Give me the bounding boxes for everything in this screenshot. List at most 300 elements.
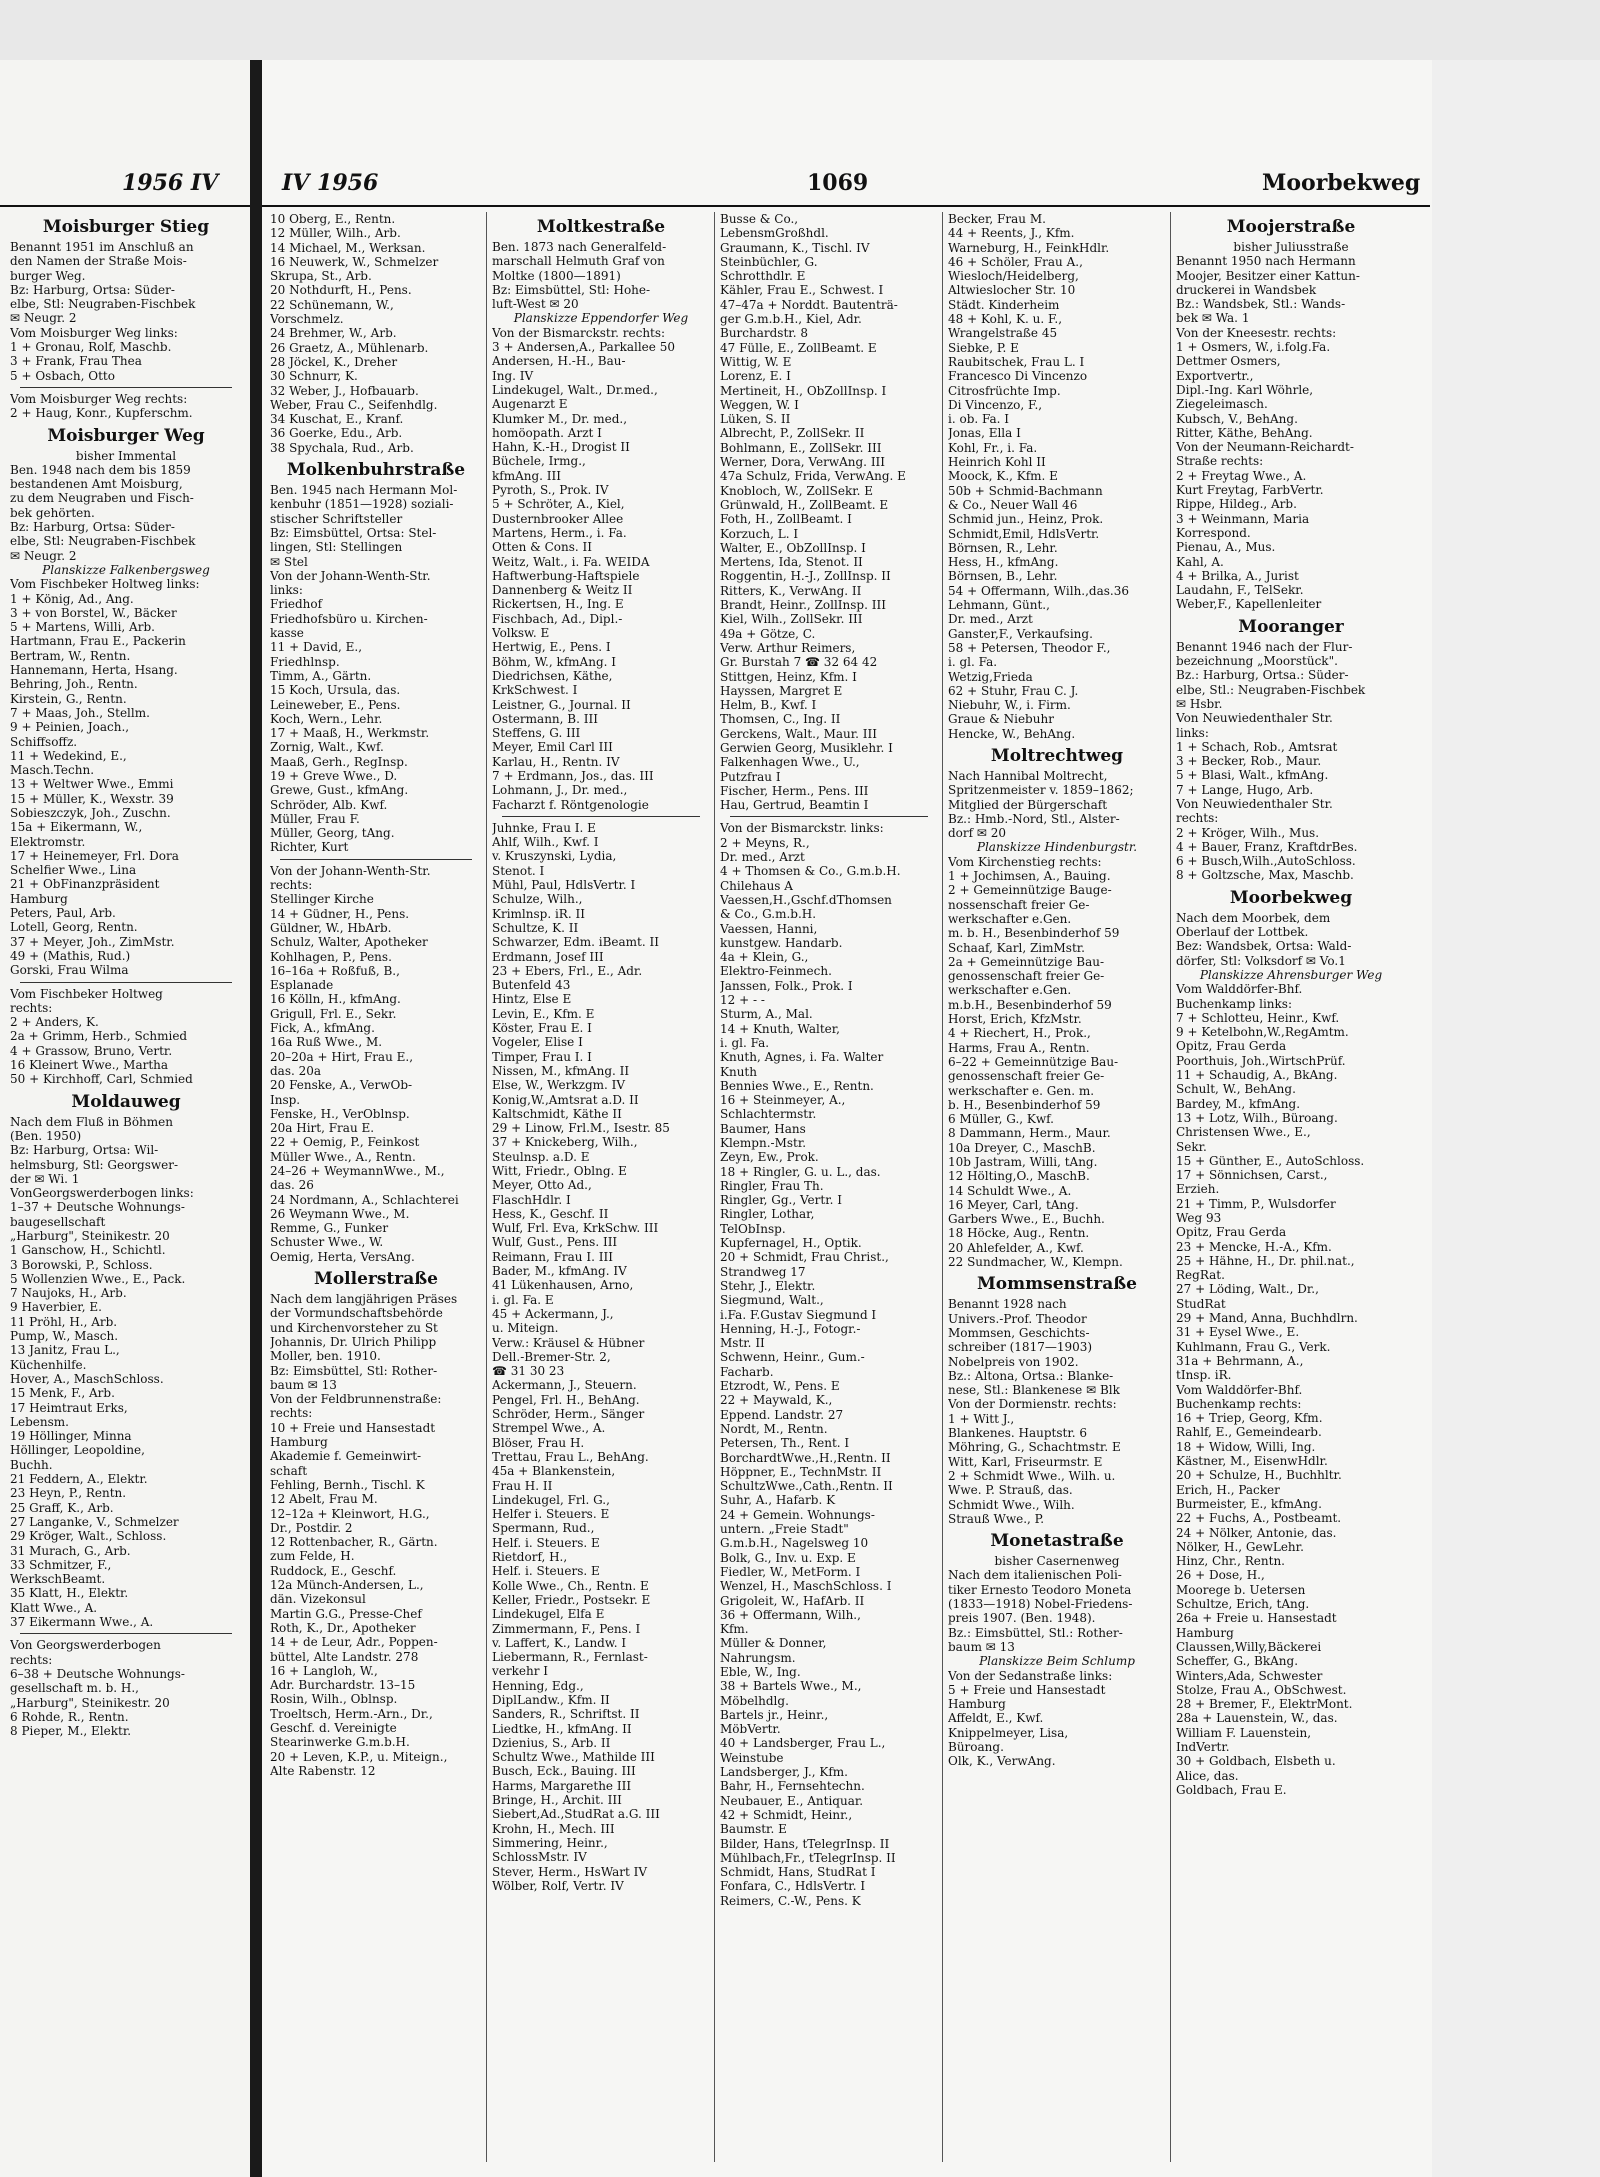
directory-entry: 26 Weymann Wwe., M. <box>270 1206 410 1221</box>
directory-entry: Schröder, Herm., Sänger <box>492 1407 645 1422</box>
directory-entry: Schultze, Erich, tAng. <box>1176 1597 1310 1612</box>
directory-entry: Kubsch, V., BehAng. <box>1176 411 1298 426</box>
directory-entry: Hintz, Else E <box>492 992 572 1007</box>
directory-entry: Claussen,Willy,Bäckerei <box>1176 1639 1322 1654</box>
directory-entry: untern. „Freie Stadt" <box>720 1522 849 1537</box>
directory-entry: Koch, Wern., Lehr. <box>270 711 383 726</box>
directory-entry: Vaessen,H.,Gschf.dThomsen <box>720 892 892 907</box>
directory-entry: den Namen der Straße Mois- <box>10 254 187 269</box>
directory-entry: Stellinger Kirche <box>270 892 374 907</box>
directory-entry: 5 Wollenzien Wwe., E., Pack. <box>10 1271 186 1286</box>
directory-entry: u. Miteign. <box>492 1321 559 1336</box>
directory-entry: 48 + Kohl, K. u. F., <box>948 312 1063 327</box>
directory-entry: bisher Juliusstraße <box>1233 240 1349 254</box>
directory-entry: 16–16a + Roßfuß, B., <box>270 963 400 978</box>
directory-entry: 10a Dreyer, C., MaschB. <box>948 1140 1096 1155</box>
directory-entry: Hamburg <box>10 891 68 906</box>
directory-entry: Remme, G., Funker <box>270 1221 389 1236</box>
directory-entry: Wölber, Rolf, Vertr. IV <box>492 1878 624 1893</box>
directory-entry: 3 + Frank, Frau Thea <box>10 354 142 369</box>
directory-entry: 12 Abelt, Frau M. <box>270 1492 378 1507</box>
street-heading: Moltkestraße <box>536 217 666 237</box>
column-5 <box>948 212 1166 2172</box>
directory-entry: homöopath. Arzt I <box>492 425 602 440</box>
directory-entry: stischer Schriftsteller <box>270 511 403 526</box>
directory-entry: 36 + Offermann, Wilh., <box>720 1607 861 1622</box>
directory-entry: 17 + Sönnichsen, Carst., <box>1176 1168 1328 1183</box>
directory-entry: Bz.: Eimsbüttel, Stl.: Rother- <box>948 1625 1123 1640</box>
directory-entry: 3 + Andersen,A., Parkallee 50 <box>492 340 675 355</box>
directory-entry: Schulze, Wilh., <box>492 892 583 907</box>
directory-entry: Francesco Di Vincenzo <box>948 369 1088 384</box>
street-heading: Moldauweg <box>71 1091 181 1112</box>
directory-entry: (1833—1918) Nobel-Friedens- <box>948 1597 1133 1612</box>
directory-entry: 36 Goerke, Edu., Arb. <box>270 426 403 441</box>
directory-entry: Nach dem Fluß in Böhmen <box>10 1114 173 1129</box>
directory-entry: Reimann, Frau I. III <box>492 1249 613 1264</box>
directory-entry: helmsburg, Stl: Georgswer- <box>10 1157 179 1172</box>
directory-entry: 20 + Schmidt, Frau Christ., <box>720 1250 889 1265</box>
directory-entry: 21 + ObFinanzpräsident <box>10 877 160 892</box>
directory-entry: Städt. Kinderheim <box>948 297 1060 312</box>
directory-entry: 31a + Behrmann, A., <box>1176 1353 1304 1368</box>
directory-entry: 10 Oberg, E., Rentn. <box>270 212 396 226</box>
directory-entry: Fehling, Bernh., Tischl. K <box>270 1477 425 1492</box>
header-rule <box>0 205 250 207</box>
directory-entry: und Kirchenvorsteher zu St <box>270 1320 438 1335</box>
directory-entry: Möhring, G., Schachtmstr. E <box>948 1440 1121 1455</box>
directory-entry: 19 + Greve Wwe., D. <box>270 768 398 783</box>
directory-entry: Frau H. II <box>492 1478 553 1493</box>
directory-entry: Nach dem italienischen Poli- <box>948 1568 1122 1583</box>
directory-entry: Schrotthdlr. E <box>720 269 806 284</box>
directory-entry: 37 Eikermann Wwe., A. <box>10 1615 154 1630</box>
directory-entry: Falkenhagen Wwe., U., <box>720 755 860 770</box>
directory-entry: Raubitschek, Frau L. I <box>948 354 1085 369</box>
directory-entry: Buchenkamp links: <box>1176 996 1293 1011</box>
directory-entry: Benannt 1951 im Anschluß an <box>10 240 194 254</box>
directory-entry: Ostermann, B. III <box>492 711 598 726</box>
directory-entry: 14 + Knuth, Walter, <box>720 1021 840 1036</box>
directory-entry: 38 Spychala, Rud., Arb. <box>270 440 414 455</box>
directory-entry: Knippelmeyer, Lisa, <box>948 1725 1069 1740</box>
directory-entry: 6–22 + Gemeinnützige Bau- <box>948 1054 1119 1069</box>
directory-entry: Baumer, Hans <box>720 1121 806 1136</box>
directory-entry: 7 + Maas, Joh., Stellm. <box>10 705 150 720</box>
directory-entry: 2 + Gemeinnützige Bauge- <box>948 883 1112 898</box>
directory-entry: Meyer, Emil Carl III <box>492 740 613 755</box>
street-heading: Molkenbuhrstraße <box>286 460 466 481</box>
directory-entry: büttel, Alte Landstr. 278 <box>270 1649 419 1664</box>
directory-entry: Bez: Wandsbek, Ortsa: Wald- <box>1176 939 1352 954</box>
directory-entry: FlaschHdlr. I <box>492 1192 571 1207</box>
directory-entry: 8 + Goltzsche, Max, Maschb. <box>1176 868 1354 883</box>
directory-entry: Levin, E., Kfm. E <box>492 1006 595 1021</box>
directory-entry: Altwieslocher Str. 10 <box>948 283 1076 298</box>
directory-entry: gesellschaft m. b. H., <box>10 1681 139 1696</box>
directory-entry: Bader, M., kfmAng. IV <box>492 1264 627 1279</box>
directory-entry: 54 + Offermann, Wilh.,das.36 <box>948 583 1130 598</box>
directory-entry: 37 + Meyer, Joh., ZimMstr. <box>10 934 175 949</box>
book-spread <box>0 60 1600 2177</box>
directory-entry: Schlachtermstr. <box>720 1107 817 1122</box>
directory-entry: Stever, Herm., HsWart IV <box>492 1864 648 1879</box>
directory-entry: 21 Feddern, A., Elektr. <box>10 1472 148 1487</box>
directory-entry: Warneburg, H., FeinkHdlr. <box>948 240 1110 255</box>
directory-entry: Eble, W., Ing. <box>720 1664 801 1679</box>
directory-entry: Ackermann, J., Steuern. <box>492 1378 637 1393</box>
directory-entry: 33 Schmitzer, F., <box>10 1557 112 1572</box>
directory-entry: Stolze, Frau A., ObSchwest. <box>1176 1682 1347 1697</box>
directory-entry: 30 + Goldbach, Elsbeth u. <box>1176 1754 1336 1769</box>
directory-entry: Lindekugel, Frl. G., <box>492 1492 610 1507</box>
directory-entry: Johannis, Dr. Ulrich Philipp <box>270 1334 437 1349</box>
directory-entry: Verw. Arthur Reimers, <box>720 640 856 655</box>
directory-entry: 27 + Löding, Walt., Dr., <box>1176 1282 1319 1297</box>
directory-entry: Von der Johann-Wenth-Str. <box>270 863 431 878</box>
directory-entry: Gerwien Georg, Musiklehr. I <box>720 740 893 755</box>
directory-entry: Mstr. II <box>720 1336 765 1351</box>
column-2 <box>270 212 482 2172</box>
directory-entry: Rahlf, E., Gemeindearb. <box>1176 1425 1322 1440</box>
directory-entry: Kolle Wwe., Ch., Rentn. E <box>492 1578 649 1593</box>
directory-entry: Rosin, Wilh., Oblnsp. <box>270 1692 398 1707</box>
directory-entry: Eppend. Landstr. 27 <box>720 1407 844 1422</box>
directory-entry: Hahn, K.-H., Drogist II <box>492 440 630 455</box>
directory-entry: dän. Vizekonsul <box>270 1592 366 1607</box>
directory-entry: Grewe, Gust., kfmAng. <box>270 783 409 798</box>
directory-entry: 6–38 + Deutsche Wohnungs- <box>10 1666 185 1681</box>
directory-entry: Dusternbrooker Allee <box>492 511 624 526</box>
directory-entry: Von der Bismarckstr. links: <box>720 821 884 836</box>
directory-entry: 62 + Stuhr, Frau C. J. <box>948 683 1079 698</box>
directory-entry: Skrupa, St., Arb. <box>270 269 372 284</box>
directory-entry: Vom Moisburger Weg rechts: <box>10 391 188 406</box>
directory-entry: b. H., Besenbinderhof 59 <box>948 1097 1101 1112</box>
directory-entry: 15 Menk, F., Arb. <box>10 1386 115 1401</box>
directory-entry: Bertram, W., Rentn. <box>10 648 131 663</box>
directory-entry: Helm, B., Kwf. I <box>720 698 817 713</box>
directory-entry: 29 + Mand, Anna, Buchhdlrn. <box>1176 1311 1358 1326</box>
directory-entry: 16 + Steinmeyer, A., <box>720 1093 846 1108</box>
directory-entry: Korrespond. <box>1176 525 1251 540</box>
directory-entry: Horst, Erich, KfzMstr. <box>948 1012 1082 1027</box>
directory-entry: Vom Walddörfer-Bhf. <box>1176 1382 1303 1397</box>
directory-entry: Schmid jun., Heinz, Prok. <box>948 512 1104 527</box>
directory-entry: 27 Langanke, V., Schmelzer <box>10 1514 179 1529</box>
directory-entry: 6 Rohde, R., Rentn. <box>10 1709 129 1724</box>
directory-entry: Von der Sedanstraße links: <box>948 1668 1113 1683</box>
directory-entry: 7 + Schlotteu, Heinr., Kwf. <box>1176 1010 1340 1025</box>
directory-entry: Ben. 1873 nach Generalfeld- <box>492 240 667 254</box>
directory-entry: Müller, Georg, tAng. <box>270 826 395 841</box>
directory-entry: 35 Klatt, H., Elektr. <box>10 1586 129 1601</box>
directory-entry: Scheffer, G., BkAng. <box>1176 1654 1299 1669</box>
directory-entry: Klatt Wwe., A. <box>10 1600 98 1615</box>
directory-entry: Hannemann, Herta, Hsang. <box>10 663 178 678</box>
plan-reference: Planskizze Eppendorfer Weg <box>513 311 689 326</box>
directory-entry: Vom Fischbeker Holtweg <box>10 986 163 1001</box>
directory-entry: Ganster,F., Verkaufsing. <box>948 626 1093 641</box>
plan-reference: Planskizze Falkenbergsweg <box>42 562 210 577</box>
directory-entry: Harms, Margarethe III <box>492 1778 632 1793</box>
directory-entry: v. Laffert, K., Landw. I <box>492 1635 627 1650</box>
directory-entry: 16 + Triep, Georg, Kfm. <box>1176 1411 1323 1426</box>
directory-entry: Bohlmann, E., ZollSekr. III <box>720 440 882 455</box>
directory-entry: Volksw. E <box>492 626 550 641</box>
directory-entry: Siebert,Ad.,StudRat a.G. III <box>492 1807 660 1822</box>
directory-entry: Brandt, Heinr., ZollInsp. III <box>720 598 886 613</box>
directory-entry: 11 + Schaudig, A., BkAng. <box>1176 1068 1338 1083</box>
directory-entry: zu dem Neugraben und Fisch- <box>10 491 194 506</box>
directory-entry: Bahr, H., Fernsehtechn. <box>720 1779 865 1794</box>
directory-entry: ☎ 31 30 23 <box>492 1364 565 1379</box>
page-edge <box>1432 60 1600 2177</box>
directory-entry: Moock, K., Kfm. E <box>948 469 1058 484</box>
directory-entry: 13 + Lotz, Wilh., Büroang. <box>1176 1110 1338 1125</box>
directory-entry: Opitz, Frau Gerda <box>1176 1039 1287 1054</box>
directory-entry: Von der Neumann-Reichardt- <box>1176 440 1354 455</box>
directory-entry: bisher Casernenweg <box>994 1554 1120 1569</box>
directory-entry: Nobelpreis von 1902. <box>948 1354 1079 1369</box>
directory-entry: ✉ Neugr. 2 <box>10 548 77 563</box>
directory-entry: Elektro-Feinmech. <box>720 964 832 979</box>
street-heading: Moorbekweg <box>1229 887 1353 908</box>
directory-entry: Spritzenmeister v. 1859–1862; <box>948 783 1134 798</box>
directory-entry: 24 + Nölker, Antonie, das. <box>1176 1525 1337 1540</box>
directory-entry: Lehmann, Günt., <box>948 598 1050 613</box>
directory-entry: 17 Heimtraut Erks, <box>10 1400 128 1415</box>
directory-entry: Bringe, H., Archit. III <box>492 1793 622 1808</box>
directory-entry: 1 + Schach, Rob., Amtsrat <box>1176 739 1338 754</box>
directory-entry: links: <box>1176 725 1209 740</box>
directory-entry: 20 Nothdurft, H., Pens. <box>270 283 412 298</box>
directory-entry: Elektromstr. <box>10 834 86 849</box>
directory-entry: 9 Haverbier, E. <box>10 1300 102 1315</box>
directory-entry: Liebermann, R., Fernlast- <box>492 1650 648 1665</box>
directory-entry: rechts: <box>10 1652 53 1667</box>
directory-entry: Busch, Eck., Bauing. III <box>492 1764 636 1779</box>
directory-entry: Heinrich Kohl II <box>948 455 1046 470</box>
directory-entry: kenbuhr (1851—1928) soziali- <box>270 497 454 512</box>
directory-entry: Schmidt,Emil, HdlsVertr. <box>948 526 1100 541</box>
directory-entry: Helf. i. Steuers. E <box>492 1535 600 1550</box>
directory-entry: Augenarzt E <box>492 397 568 412</box>
directory-entry: Ritter, Käthe, BehAng. <box>1176 425 1313 440</box>
directory-entry: 14 + Güdner, H., Pens. <box>270 906 410 921</box>
directory-entry: 24 Brehmer, W., Arb. <box>270 326 397 341</box>
directory-entry: Wittig, W. E <box>720 354 792 369</box>
directory-entry: dorf ✉ 20 <box>948 826 1007 841</box>
directory-entry: Facharzt f. Röntgenologie <box>492 797 649 812</box>
directory-entry: Citrosfrüchte Imp. <box>948 383 1061 398</box>
directory-entry: i. gl. Fa. <box>948 655 998 670</box>
directory-entry: Wiesloch/Heidelberg, <box>948 269 1079 284</box>
directory-entry: 17 + Heinemeyer, Frl. Dora <box>10 848 179 863</box>
page-number: 1069 <box>807 170 869 196</box>
directory-entry: Büroang. <box>948 1739 1004 1754</box>
directory-entry: Meyer, Otto Ad., <box>492 1178 592 1193</box>
section-divider <box>730 816 928 817</box>
directory-entry: m. b. H., Besenbinderhof 59 <box>948 926 1120 941</box>
directory-entry: i. gl. Fa. <box>720 1035 770 1050</box>
directory-entry: Poorthuis, Joh.,WirtschPrüf. <box>1176 1053 1346 1068</box>
directory-entry: 9 + Peinien, Joach., <box>10 720 130 735</box>
directory-entry: Kästner, M., EisenwHdlr. <box>1176 1454 1328 1469</box>
directory-entry: Böhm, W., kfmAng. I <box>492 654 616 669</box>
directory-entry: Krimlnsp. iR. II <box>492 906 585 921</box>
directory-entry: Nissen, M., kfmAng. II <box>492 1063 630 1078</box>
directory-entry: Becker, Frau M. <box>948 212 1046 226</box>
directory-entry: Vom Kirchenstieg rechts: <box>948 854 1102 869</box>
directory-entry: 12a Münch-Andersen, L., <box>270 1578 424 1593</box>
directory-entry: 15 + Günther, E., AutoSchloss. <box>1176 1153 1365 1168</box>
directory-entry: Strempel Wwe., A. <box>492 1421 606 1436</box>
directory-entry: Liedtke, H., kfmAng. II <box>492 1721 632 1736</box>
directory-entry: 40 + Landsberger, Frau L., <box>720 1736 886 1751</box>
directory-entry: Höppner, E., TechnMstr. II <box>720 1464 882 1479</box>
directory-entry: Dr., Postdir. 2 <box>270 1520 353 1535</box>
directory-entry: Erdmann, Josef III <box>492 949 604 964</box>
directory-entry: SchultzWwe.,Cath.,Rentn. II <box>720 1479 893 1494</box>
directory-entry: 58 + Petersen, Theodor F., <box>948 640 1111 655</box>
directory-entry: Sturm, A., Mal. <box>720 1007 813 1022</box>
directory-entry: luft-West ✉ 20 <box>492 297 579 312</box>
directory-entry: & Co., G.m.b.H. <box>720 907 817 922</box>
directory-entry: Güldner, W., HbArb. <box>270 920 392 935</box>
directory-entry: Weitz, Walt., i. Fa. WEIDA <box>492 554 650 569</box>
directory-entry: 16a Ruß Wwe., M. <box>270 1035 383 1050</box>
directory-entry: 12 Müller, Wilh., Arb. <box>270 226 401 241</box>
directory-entry: Straße rechts: <box>1176 454 1264 469</box>
directory-entry: Küchenhilfe. <box>10 1357 87 1372</box>
directory-entry: Dipl.-Ing. Karl Wöhrle, <box>1176 382 1314 397</box>
directory-entry: i.Fa. F.Gustav Siegmund I <box>720 1307 877 1322</box>
directory-entry: Ringler, Gg., Vertr. I <box>720 1193 842 1208</box>
directory-entry: Büchele, Irmg., <box>492 454 586 469</box>
directory-entry: druckerei in Wandsbek <box>1176 282 1317 297</box>
directory-entry: 2 + Freytag Wwe., A. <box>1176 468 1307 483</box>
directory-entry: 22 Schünemann, W., <box>270 297 394 312</box>
directory-entry: 5 + Martens, Willi, Arb. <box>10 620 155 635</box>
directory-entry: Schwenn, Heinr., Gum.- <box>720 1350 865 1365</box>
directory-entry: 24 Nordmann, A., Schlachterei <box>270 1192 459 1207</box>
directory-entry: burger Weg. <box>10 268 86 283</box>
directory-entry: 4 + Grassow, Bruno, Vertr. <box>10 1043 173 1058</box>
directory-entry: Facharb. <box>720 1364 774 1379</box>
directory-entry: Spermann, Rud., <box>492 1521 595 1536</box>
directory-entry: Kähler, Frau E., Schwest. I <box>720 283 884 298</box>
directory-entry: 18 Höcke, Aug., Rentn. <box>948 1226 1090 1241</box>
directory-entry: Dannenberg & Weitz II <box>492 583 633 598</box>
directory-entry: Moorege b. Uetersen <box>1176 1582 1306 1597</box>
directory-entry: Richter, Kurt <box>270 840 349 855</box>
directory-entry: Vom Fischbeker Holtweg links: <box>10 577 200 592</box>
directory-entry: 1 + König, Ad., Ang. <box>10 591 134 606</box>
directory-entry: Leineweber, E., Pens. <box>270 697 401 712</box>
directory-entry: Erich, H., Packer <box>1176 1482 1280 1497</box>
directory-entry: Sobieszczyk, Joh., Zuschn. <box>10 805 171 820</box>
directory-entry: Lüken, S. II <box>720 412 791 427</box>
directory-entry: Pienau, A., Mus. <box>1176 540 1276 555</box>
directory-entry: Albrecht, P., ZollSekr. II <box>720 426 865 441</box>
directory-entry: Hess, K., Geschf. II <box>492 1206 609 1221</box>
directory-entry: Höllinger, Leopoldine, <box>10 1443 145 1458</box>
directory-entry: Hayssen, Margret E <box>720 683 843 698</box>
directory-entry: Pengel, Frl. H., BehAng. <box>492 1392 640 1407</box>
directory-entry: Nordt, M., Rentn. <box>720 1421 828 1436</box>
directory-entry: Pump, W., Masch. <box>10 1329 119 1344</box>
directory-entry: Von der Feldbrunnenstraße: <box>270 1392 442 1407</box>
directory-entry: Juhnke, Frau I. E <box>492 820 596 835</box>
directory-entry: Karlau, H., Rentn. IV <box>492 754 620 769</box>
directory-entry: ✉ Hsbr. <box>1176 696 1223 711</box>
book-gutter <box>250 60 262 2177</box>
directory-entry: Siebke, P. E <box>948 340 1019 355</box>
directory-entry: Lebensm. <box>10 1414 69 1429</box>
directory-entry: Weinstube <box>720 1750 784 1765</box>
directory-entry: G.m.b.H., Nagelsweg 10 <box>720 1536 869 1551</box>
directory-entry: das. 20a <box>270 1063 322 1078</box>
directory-entry: VonGeorgswerderbogen links: <box>10 1186 194 1201</box>
directory-entry: Jonas, Ella I <box>948 426 1021 441</box>
directory-entry: Di Vincenzo, F., <box>948 397 1043 412</box>
directory-entry: 14 Schuldt Wwe., A. <box>948 1183 1072 1198</box>
directory-entry: Schiffsoffz. <box>10 734 78 749</box>
left-page-header: 1956 IV <box>122 170 219 196</box>
directory-entry: Hamburg <box>948 1697 1006 1712</box>
directory-entry: Lindekugel, Elfa E <box>492 1607 605 1622</box>
street-heading: Mooranger <box>1238 616 1344 637</box>
directory-entry: Garbers Wwe., E., Buchh. <box>948 1212 1105 1227</box>
directory-entry: Graumann, K., Tischl. IV <box>720 240 870 255</box>
directory-entry: Janssen, Folk., Prok. I <box>720 978 853 993</box>
directory-entry: Gr. Burstah 7 ☎ 32 64 42 <box>720 655 878 670</box>
directory-entry: rechts: <box>270 1406 313 1421</box>
directory-entry: Schwarzer, Edm. iBeamt. II <box>492 935 659 950</box>
directory-entry: 50b + Schmid-Bachmann <box>948 483 1103 498</box>
directory-entry: Geschf. d. Vereinigte <box>270 1720 397 1735</box>
street-heading: Moojerstraße <box>1226 217 1356 237</box>
directory-entry: marschall Helmuth Graf von <box>492 254 665 269</box>
directory-entry: ✉ Neugr. 2 <box>10 311 77 326</box>
directory-entry: Lindekugel, Walt., Dr.med., <box>492 382 658 397</box>
directory-entry: Ben. 1948 nach dem bis 1859 <box>10 462 191 477</box>
directory-entry: Oberlauf der Lottbek. <box>1176 925 1309 940</box>
directory-entry: Winters,Ada, Schwester <box>1176 1668 1323 1683</box>
directory-entry: Thomsen, C., Ing. II <box>720 712 841 727</box>
directory-entry: TelObInsp. <box>720 1221 786 1236</box>
directory-entry: zum Felde, H. <box>270 1549 355 1564</box>
section-divider <box>20 1633 232 1634</box>
directory-entry: 2 + Anders, K. <box>10 1015 99 1030</box>
directory-entry: Niebuhr, W., i. Firm. <box>948 698 1071 713</box>
directory-entry: SchlossMstr. IV <box>492 1850 587 1865</box>
directory-entry: 5 + Freie und Hansestadt <box>948 1682 1106 1697</box>
directory-entry: Baumstr. E <box>720 1822 787 1837</box>
directory-entry: Von Neuwiedenthaler Str. <box>1176 711 1333 726</box>
directory-entry: Ziegeleimasch. <box>1176 397 1268 412</box>
directory-entry: & Co., Neuer Wall 46 <box>948 497 1078 512</box>
directory-entry: „Harburg", Steinikestr. 20 <box>10 1695 170 1710</box>
directory-entry: 37 + Knickeberg, Wilh., <box>492 1135 638 1150</box>
directory-entry: werkschafter e.Gen. <box>948 983 1072 998</box>
directory-entry: Verw.: Kräusel & Hübner <box>492 1335 645 1350</box>
right-page-year: IV 1956 <box>282 170 379 196</box>
directory-entry: 10b Jastram, Willi, tAng. <box>948 1155 1098 1169</box>
directory-entry: Von der Johann-Wenth-Str. <box>270 568 431 583</box>
directory-entry: 22 + Oemig, P., Feinkost <box>270 1135 420 1150</box>
